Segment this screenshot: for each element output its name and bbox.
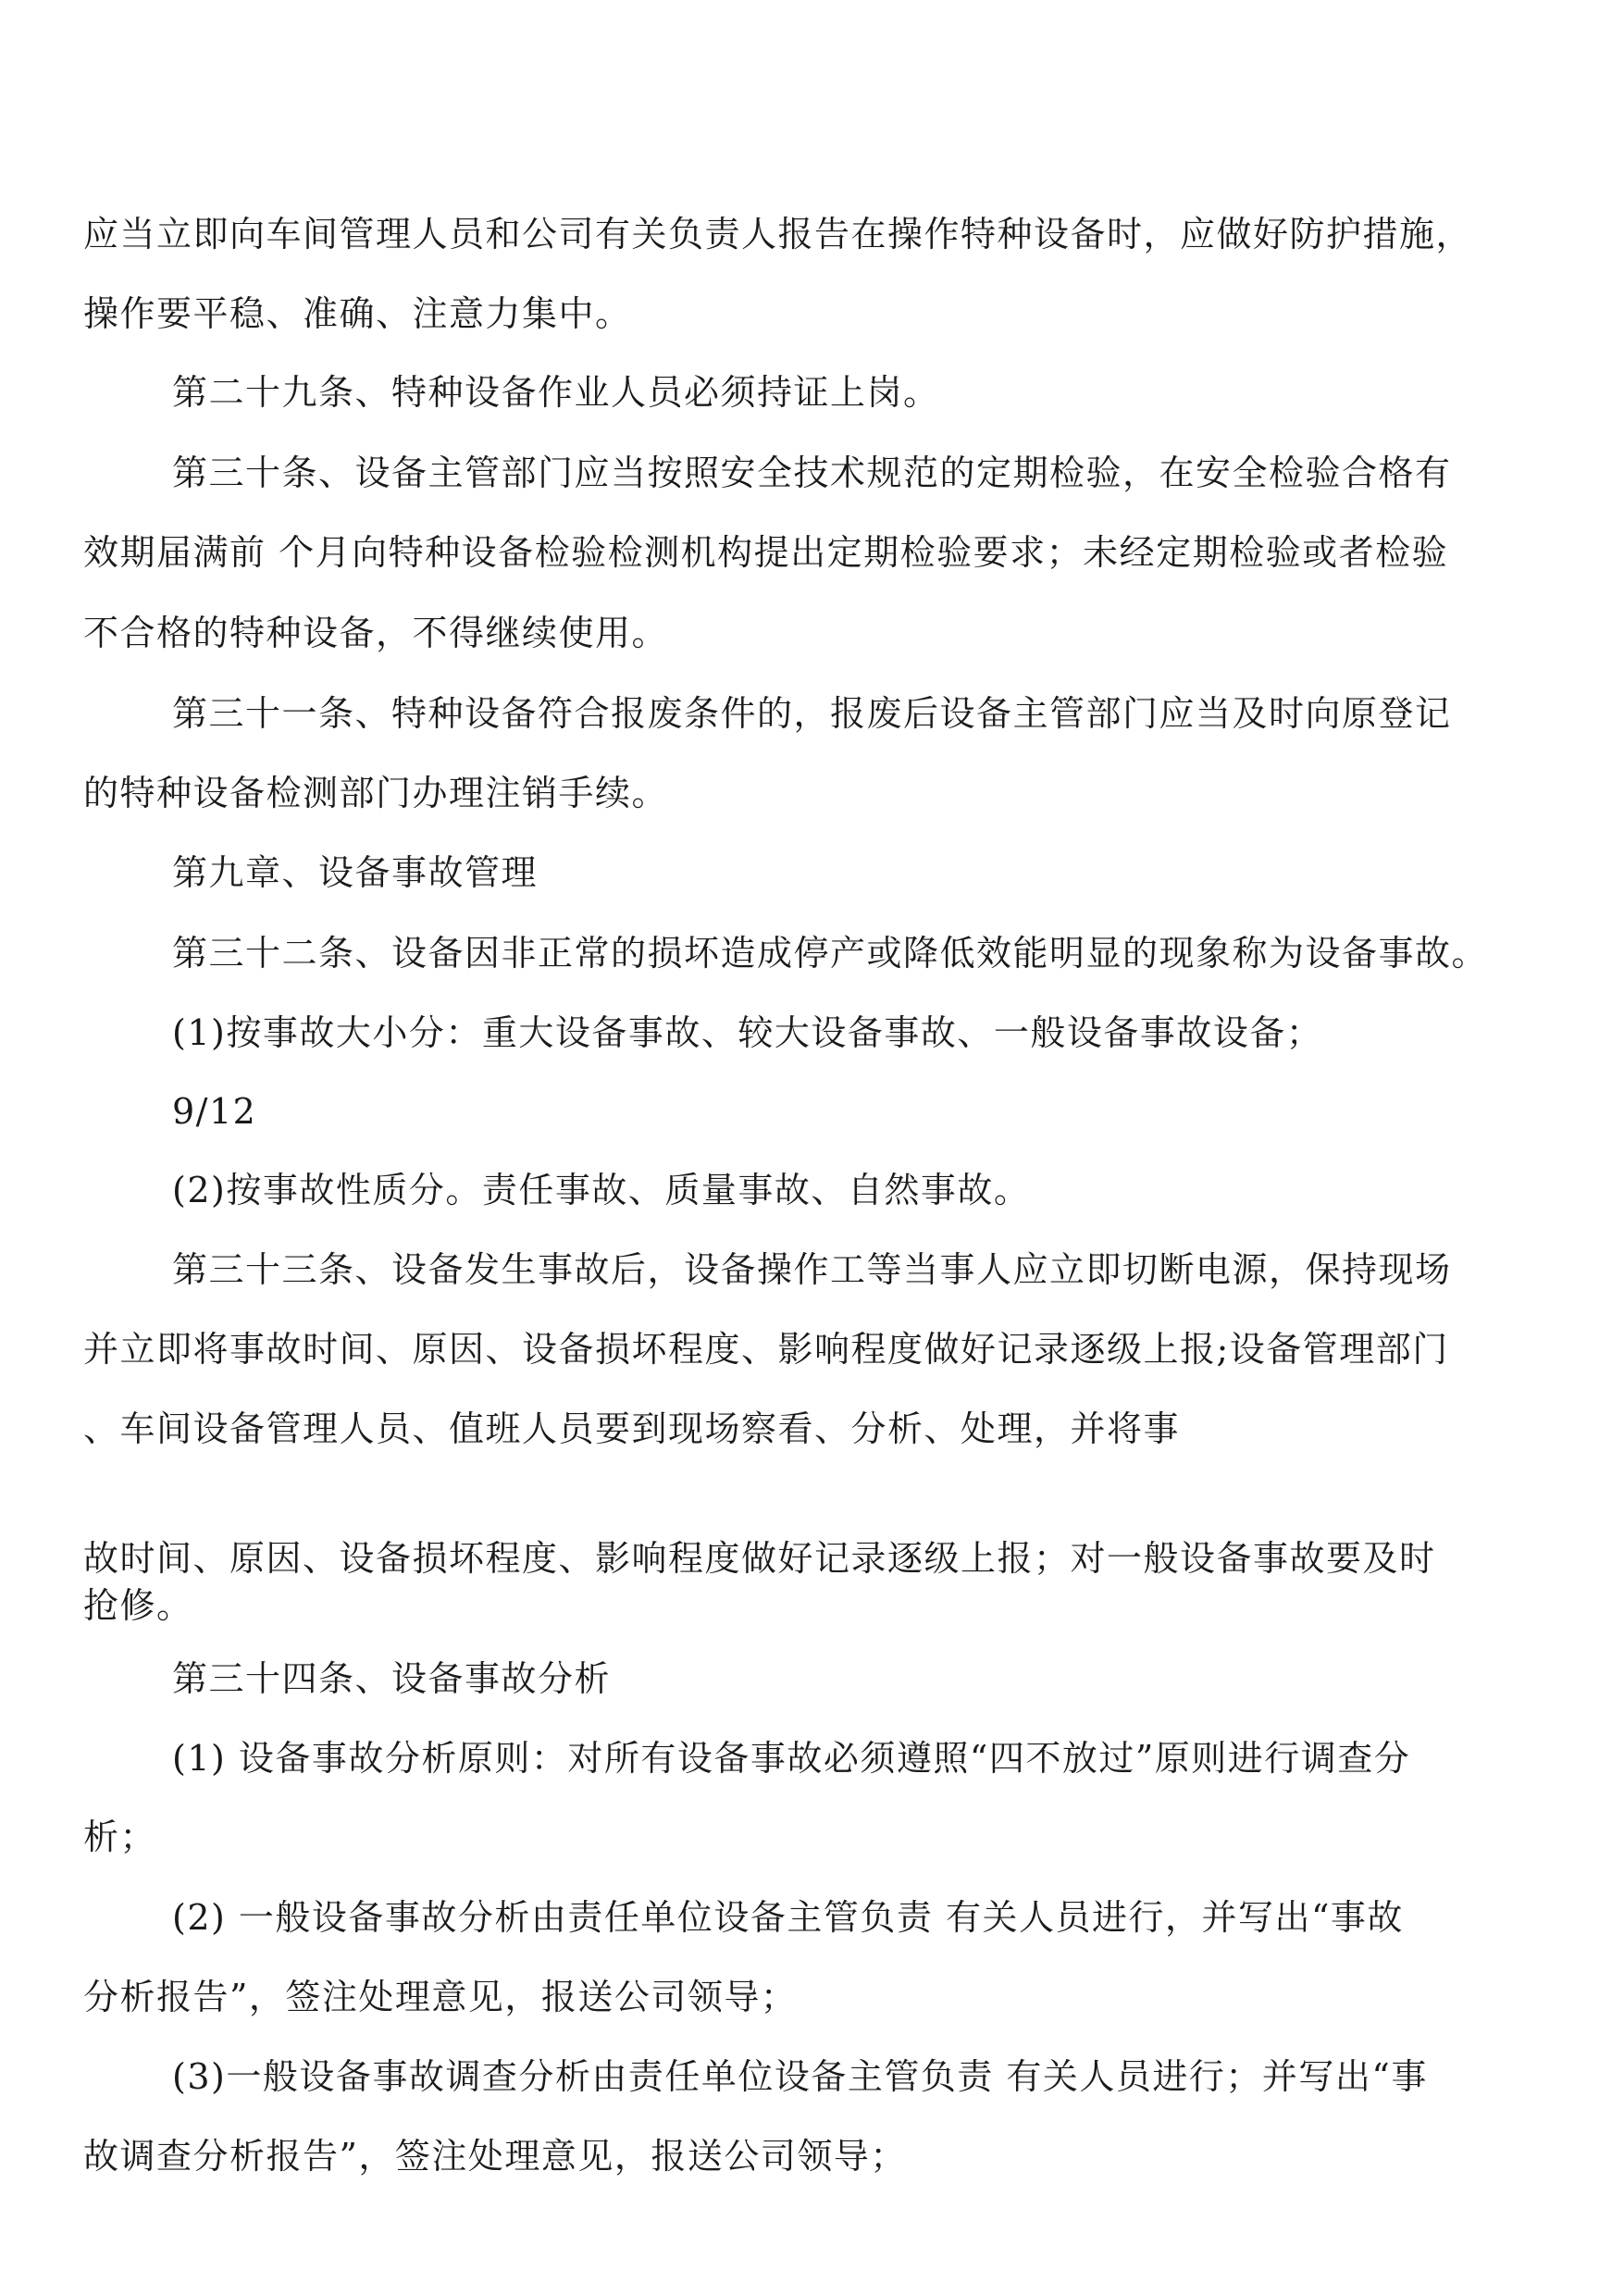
text-line: (1)按事故大小分：重大设备事故、较大设备事故、一般设备事故设备；	[172, 1012, 1323, 1053]
text-line: 第三十一条、特种设备符合报废条件的，报废后设备主管部门应当及时向原登记	[172, 693, 1452, 734]
text-line: 故时间、原因、设备损坏程度、影响程度做好记录逐级上报；对一般设备事故要及时	[83, 1538, 1436, 1579]
text-line: 第三十二条、设备因非正常的损坏造成停产或降低效能明显的现象称为设备事故。	[172, 933, 1489, 974]
text-line: 、车间设备管理人员、值班人员要到现场察看、分析、处理，并将事	[83, 1408, 1181, 1449]
text-line: (3)一般设备事故调查分析由责任单位设备主管负责 有关人员进行；并写出“事	[172, 2056, 1428, 2097]
text-line: 并立即将事故时间、原因、设备损坏程度、影响程度做好记录逐级上报;设备管理部门	[83, 1329, 1449, 1370]
text-line: 第三十四条、设备事故分析	[172, 1658, 612, 1699]
text-line: 第二十九条、特种设备作业人员必须持证上岗。	[172, 372, 940, 413]
text-line: (2) 一般设备事故分析由责任单位设备主管负责 有关人员进行，并写出“事故	[172, 1897, 1404, 1938]
text-line: 抢修。	[83, 1585, 193, 1626]
text-line: (2)按事故性质分。责任事故、质量事故、自然事故。	[172, 1170, 1031, 1210]
text-line: 操作要平稳、准确、注意力集中。	[83, 293, 632, 334]
text-line: 不合格的特种设备，不得继续使用。	[83, 613, 669, 653]
text-line: 分析报告”，签注处理意见，报送公司领导；	[83, 1977, 798, 2017]
text-line: 第三十条、设备主管部门应当按照安全技术规范的定期检验，在安全检验合格有	[172, 453, 1452, 493]
text-line: 故调查分析报告”，签注处理意见，报送公司领导；	[83, 2136, 907, 2177]
text-line: 效期届满前 个月向特种设备检验检测机构提出定期检验要求；未经定期检验或者检验	[83, 532, 1449, 573]
text-line: (1) 设备事故分析原则：对所有设备事故必须遵照“四不放过”原则进行调查分	[172, 1738, 1411, 1779]
chapter-heading: 第九章、设备事故管理	[172, 852, 539, 893]
text-line: 第三十三条、设备发生事故后，设备操作工等当事人应立即切断电源，保持现场	[172, 1249, 1452, 1290]
text-line: 析；	[83, 1817, 157, 1857]
page-number: 9/12	[172, 1091, 257, 1132]
text-line: 应当立即向车间管理人员和公司有关负责人报告在操作特种设备时，应做好防护措施，	[83, 214, 1473, 254]
text-line: 的特种设备检测部门办理注销手续。	[83, 773, 669, 813]
